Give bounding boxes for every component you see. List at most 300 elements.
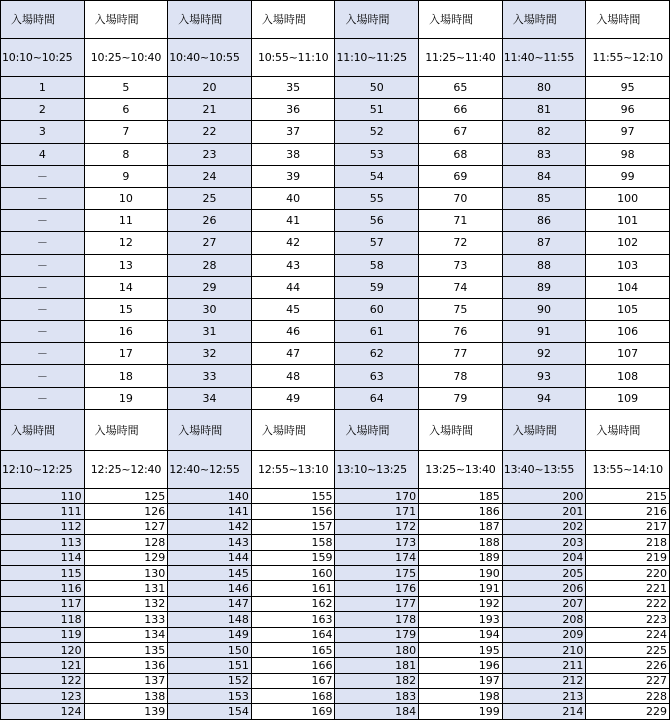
ticket-number-cell: 59 <box>335 276 419 298</box>
ticket-number-cell: 145 <box>168 565 252 580</box>
ticket-number-cell: 181 <box>335 658 419 673</box>
ticket-number-cell: 180 <box>335 642 419 657</box>
ticket-number-cell: 171 <box>335 504 419 519</box>
ticket-number-cell: 28 <box>168 254 252 276</box>
table-row <box>1 689 670 704</box>
time-slot-row <box>1 39 670 77</box>
ticket-number-cell: 87 <box>502 232 586 254</box>
ticket-number-cell: 147 <box>168 596 252 611</box>
time-slot-cell: 13:40~13:55 <box>502 451 586 489</box>
ticket-number-cell: 146 <box>168 581 252 596</box>
table-row <box>1 210 670 232</box>
ticket-number-cell: 128 <box>84 535 168 550</box>
ticket-number-cell: 71 <box>419 210 503 232</box>
ticket-number-cell: 76 <box>419 321 503 343</box>
time-slot-row <box>1 451 670 489</box>
ticket-number-cell: 116 <box>1 581 85 596</box>
entry-time-header: 入場時間 <box>502 1 586 39</box>
ticket-number-cell: 197 <box>419 673 503 688</box>
time-slot-cell: 12:10~12:25 <box>1 451 85 489</box>
time-slot-cell: 10:25~10:40 <box>84 39 168 77</box>
table-row <box>1 642 670 657</box>
entry-time-header: 入場時間 <box>168 410 252 451</box>
ticket-number-cell: 201 <box>502 504 586 519</box>
ticket-number-cell: 12 <box>84 232 168 254</box>
ticket-number-cell: 42 <box>251 232 335 254</box>
ticket-number-cell: 189 <box>419 550 503 565</box>
ticket-number-cell: 170 <box>335 489 419 504</box>
ticket-number-cell: 54 <box>335 165 419 187</box>
ticket-number-cell: 44 <box>251 276 335 298</box>
ticket-number-cell: 58 <box>335 254 419 276</box>
ticket-number-cell: 53 <box>335 143 419 165</box>
ticket-number-cell: 135 <box>84 642 168 657</box>
ticket-number-cell: 33 <box>168 365 252 387</box>
ticket-number-cell: 129 <box>84 550 168 565</box>
table-row <box>1 99 670 121</box>
ticket-number-cell: 210 <box>502 642 586 657</box>
ticket-number-cell: 215 <box>586 489 670 504</box>
entry-time-table-afternoon <box>0 409 670 720</box>
ticket-number-cell: 150 <box>168 642 252 657</box>
entry-time-header: 入場時間 <box>251 410 335 451</box>
ticket-number-cell: 114 <box>1 550 85 565</box>
ticket-number-cell: 100 <box>586 187 670 209</box>
table-row <box>1 550 670 565</box>
ticket-number-cell: 13 <box>84 254 168 276</box>
ticket-number-cell: 39 <box>251 165 335 187</box>
ticket-number-cell: 52 <box>335 121 419 143</box>
ticket-number-cell: 62 <box>335 343 419 365</box>
ticket-number-cell: 165 <box>251 642 335 657</box>
ticket-number-cell: 218 <box>586 535 670 550</box>
ticket-number-cell: 141 <box>168 504 252 519</box>
entry-time-header: 入場時間 <box>168 1 252 39</box>
ticket-number-cell: 105 <box>586 298 670 320</box>
ticket-number-cell: 23 <box>168 143 252 165</box>
ticket-number-cell: 202 <box>502 519 586 534</box>
ticket-number-cell: 73 <box>419 254 503 276</box>
ticket-number-cell: － <box>1 321 85 343</box>
ticket-number-cell: 139 <box>84 704 168 719</box>
ticket-number-cell: 83 <box>502 143 586 165</box>
ticket-number-cell: 149 <box>168 627 252 642</box>
ticket-number-cell: 8 <box>84 143 168 165</box>
ticket-number-cell: 112 <box>1 519 85 534</box>
table-row <box>1 321 670 343</box>
ticket-number-cell: 224 <box>586 627 670 642</box>
table-row <box>1 519 670 534</box>
ticket-number-cell: 196 <box>419 658 503 673</box>
ticket-number-cell: 48 <box>251 365 335 387</box>
entry-time-header: 入場時間 <box>586 1 670 39</box>
table-row <box>1 581 670 596</box>
ticket-number-cell: 18 <box>84 365 168 387</box>
ticket-number-cell: 205 <box>502 565 586 580</box>
ticket-number-cell: 14 <box>84 276 168 298</box>
ticket-number-cell: 67 <box>419 121 503 143</box>
ticket-number-cell: 118 <box>1 612 85 627</box>
ticket-number-cell: 119 <box>1 627 85 642</box>
ticket-number-cell: 194 <box>419 627 503 642</box>
ticket-number-cell: 222 <box>586 596 670 611</box>
table-row <box>1 365 670 387</box>
ticket-number-cell: 173 <box>335 535 419 550</box>
ticket-number-cell: 183 <box>335 689 419 704</box>
ticket-number-cell: 219 <box>586 550 670 565</box>
ticket-number-cell: 43 <box>251 254 335 276</box>
time-slot-cell: 11:10~11:25 <box>335 39 419 77</box>
ticket-number-cell: 127 <box>84 519 168 534</box>
ticket-number-cell: 140 <box>168 489 252 504</box>
ticket-number-cell: 24 <box>168 165 252 187</box>
ticket-number-cell: － <box>1 210 85 232</box>
ticket-number-cell: 75 <box>419 298 503 320</box>
table-row <box>1 673 670 688</box>
ticket-number-cell: 187 <box>419 519 503 534</box>
entry-time-header: 入場時間 <box>502 410 586 451</box>
ticket-number-cell: 168 <box>251 689 335 704</box>
ticket-number-cell: 102 <box>586 232 670 254</box>
ticket-number-cell: 38 <box>251 143 335 165</box>
table-row <box>1 565 670 580</box>
table-row <box>1 276 670 298</box>
ticket-number-cell: 81 <box>502 99 586 121</box>
ticket-number-cell: 29 <box>168 276 252 298</box>
ticket-number-cell: 68 <box>419 143 503 165</box>
ticket-number-cell: － <box>1 254 85 276</box>
ticket-number-cell: 130 <box>84 565 168 580</box>
time-slot-cell: 10:40~10:55 <box>168 39 252 77</box>
ticket-number-cell: 223 <box>586 612 670 627</box>
ticket-number-cell: 10 <box>84 187 168 209</box>
table-row <box>1 121 670 143</box>
ticket-number-cell: 142 <box>168 519 252 534</box>
table-row <box>1 489 670 504</box>
ticket-number-cell: 152 <box>168 673 252 688</box>
ticket-number-cell: 60 <box>335 298 419 320</box>
ticket-number-cell: 41 <box>251 210 335 232</box>
ticket-number-cell: 131 <box>84 581 168 596</box>
ticket-number-cell: 26 <box>168 210 252 232</box>
ticket-number-cell: 193 <box>419 612 503 627</box>
ticket-number-cell: 203 <box>502 535 586 550</box>
ticket-number-cell: 106 <box>586 321 670 343</box>
table-row <box>1 596 670 611</box>
ticket-number-cell: 98 <box>586 143 670 165</box>
ticket-number-cell: 99 <box>586 165 670 187</box>
ticket-number-cell: 134 <box>84 627 168 642</box>
ticket-number-cell: 229 <box>586 704 670 719</box>
time-slot-cell: 13:25~13:40 <box>419 451 503 489</box>
ticket-number-cell: 148 <box>168 612 252 627</box>
ticket-number-cell: 179 <box>335 627 419 642</box>
ticket-number-cell: 209 <box>502 627 586 642</box>
ticket-number-cell: 175 <box>335 565 419 580</box>
table-row <box>1 612 670 627</box>
ticket-number-cell: 50 <box>335 77 419 99</box>
ticket-number-cell: 143 <box>168 535 252 550</box>
ticket-number-cell: 107 <box>586 343 670 365</box>
ticket-number-cell: 34 <box>168 387 252 409</box>
ticket-number-cell: 9 <box>84 165 168 187</box>
ticket-number-cell: 174 <box>335 550 419 565</box>
ticket-number-cell: 195 <box>419 642 503 657</box>
ticket-number-cell: 162 <box>251 596 335 611</box>
ticket-number-cell: 204 <box>502 550 586 565</box>
ticket-number-cell: 30 <box>168 298 252 320</box>
ticket-number-cell: 226 <box>586 658 670 673</box>
ticket-number-cell: 159 <box>251 550 335 565</box>
ticket-number-cell: 132 <box>84 596 168 611</box>
ticket-number-cell: 94 <box>502 387 586 409</box>
ticket-number-cell: 153 <box>168 689 252 704</box>
ticket-number-cell: － <box>1 276 85 298</box>
ticket-number-cell: 64 <box>335 387 419 409</box>
ticket-number-cell: 117 <box>1 596 85 611</box>
table-row <box>1 504 670 519</box>
ticket-number-cell: 199 <box>419 704 503 719</box>
ticket-number-cell: 97 <box>586 121 670 143</box>
ticket-number-cell: 133 <box>84 612 168 627</box>
entry-time-header: 入場時間 <box>1 410 85 451</box>
time-slot-cell: 13:55~14:10 <box>586 451 670 489</box>
ticket-number-cell: 151 <box>168 658 252 673</box>
table-row <box>1 343 670 365</box>
ticket-number-cell: 123 <box>1 689 85 704</box>
ticket-number-cell: 154 <box>168 704 252 719</box>
ticket-number-cell: 125 <box>84 489 168 504</box>
ticket-number-cell: 228 <box>586 689 670 704</box>
ticket-number-cell: 5 <box>84 77 168 99</box>
ticket-number-cell: 103 <box>586 254 670 276</box>
ticket-number-cell: 115 <box>1 565 85 580</box>
ticket-number-cell: 227 <box>586 673 670 688</box>
ticket-number-cell: － <box>1 387 85 409</box>
ticket-number-cell: － <box>1 298 85 320</box>
ticket-number-cell: 225 <box>586 642 670 657</box>
time-slot-cell: 10:55~11:10 <box>251 39 335 77</box>
ticket-number-cell: 55 <box>335 187 419 209</box>
ticket-number-cell: 109 <box>586 387 670 409</box>
entry-time-header: 入場時間 <box>335 1 419 39</box>
ticket-number-cell: 95 <box>586 77 670 99</box>
ticket-number-cell: 93 <box>502 365 586 387</box>
ticket-number-cell: 86 <box>502 210 586 232</box>
ticket-number-cell: 72 <box>419 232 503 254</box>
ticket-number-cell: 212 <box>502 673 586 688</box>
ticket-number-cell: 37 <box>251 121 335 143</box>
entry-time-header: 入場時間 <box>419 1 503 39</box>
ticket-number-cell: 92 <box>502 343 586 365</box>
ticket-number-cell: 74 <box>419 276 503 298</box>
entry-time-header: 入場時間 <box>84 410 168 451</box>
ticket-number-cell: 220 <box>586 565 670 580</box>
ticket-number-cell: 82 <box>502 121 586 143</box>
table-row <box>1 704 670 719</box>
ticket-number-cell: 16 <box>84 321 168 343</box>
ticket-number-cell: 32 <box>168 343 252 365</box>
entry-time-header: 入場時間 <box>335 410 419 451</box>
table-row <box>1 627 670 642</box>
ticket-number-cell: 27 <box>168 232 252 254</box>
ticket-number-cell: 155 <box>251 489 335 504</box>
ticket-number-cell: 63 <box>335 365 419 387</box>
ticket-number-cell: 7 <box>84 121 168 143</box>
entry-time-header: 入場時間 <box>84 1 168 39</box>
table-row <box>1 77 670 99</box>
ticket-number-cell: 192 <box>419 596 503 611</box>
table-row <box>1 165 670 187</box>
ticket-number-cell: 178 <box>335 612 419 627</box>
ticket-number-cell: 108 <box>586 365 670 387</box>
ticket-number-cell: － <box>1 232 85 254</box>
ticket-number-cell: 164 <box>251 627 335 642</box>
table-row <box>1 232 670 254</box>
ticket-number-cell: 69 <box>419 165 503 187</box>
ticket-number-cell: 89 <box>502 276 586 298</box>
ticket-number-cell: 104 <box>586 276 670 298</box>
header-row <box>1 410 670 451</box>
ticket-number-cell: 163 <box>251 612 335 627</box>
ticket-number-cell: 40 <box>251 187 335 209</box>
ticket-number-cell: 1 <box>1 77 85 99</box>
ticket-number-cell: － <box>1 365 85 387</box>
table-row <box>1 143 670 165</box>
time-slot-cell: 12:55~13:10 <box>251 451 335 489</box>
ticket-number-cell: 110 <box>1 489 85 504</box>
table-row <box>1 254 670 276</box>
ticket-number-cell: 172 <box>335 519 419 534</box>
entry-time-header: 入場時間 <box>419 410 503 451</box>
time-slot-cell: 13:10~13:25 <box>335 451 419 489</box>
ticket-number-cell: 160 <box>251 565 335 580</box>
ticket-number-cell: 198 <box>419 689 503 704</box>
ticket-number-cell: 6 <box>84 99 168 121</box>
ticket-number-cell: 122 <box>1 673 85 688</box>
ticket-number-cell: 61 <box>335 321 419 343</box>
ticket-number-cell: 88 <box>502 254 586 276</box>
header-row <box>1 1 670 39</box>
ticket-number-cell: 137 <box>84 673 168 688</box>
ticket-number-cell: － <box>1 165 85 187</box>
ticket-number-cell: 22 <box>168 121 252 143</box>
ticket-number-cell: 4 <box>1 143 85 165</box>
ticket-number-cell: 138 <box>84 689 168 704</box>
ticket-number-cell: 188 <box>419 535 503 550</box>
ticket-number-cell: 31 <box>168 321 252 343</box>
ticket-number-cell: 77 <box>419 343 503 365</box>
entry-time-header: 入場時間 <box>586 410 670 451</box>
ticket-number-cell: 156 <box>251 504 335 519</box>
ticket-number-cell: 211 <box>502 658 586 673</box>
ticket-number-cell: 49 <box>251 387 335 409</box>
ticket-number-cell: 144 <box>168 550 252 565</box>
ticket-number-cell: 84 <box>502 165 586 187</box>
ticket-number-cell: － <box>1 187 85 209</box>
ticket-number-cell: 120 <box>1 642 85 657</box>
ticket-number-cell: 21 <box>168 99 252 121</box>
ticket-number-cell: 190 <box>419 565 503 580</box>
ticket-number-cell: 186 <box>419 504 503 519</box>
ticket-number-cell: 216 <box>586 504 670 519</box>
ticket-number-cell: 15 <box>84 298 168 320</box>
ticket-number-cell: 51 <box>335 99 419 121</box>
time-slot-cell: 11:40~11:55 <box>502 39 586 77</box>
ticket-number-cell: 166 <box>251 658 335 673</box>
ticket-number-cell: 182 <box>335 673 419 688</box>
ticket-number-cell: 200 <box>502 489 586 504</box>
time-slot-cell: 12:40~12:55 <box>168 451 252 489</box>
ticket-number-cell: 17 <box>84 343 168 365</box>
ticket-number-cell: 208 <box>502 612 586 627</box>
ticket-number-cell: 78 <box>419 365 503 387</box>
table-row <box>1 658 670 673</box>
ticket-number-cell: 207 <box>502 596 586 611</box>
ticket-number-cell: 158 <box>251 535 335 550</box>
table-row <box>1 298 670 320</box>
ticket-number-cell: 169 <box>251 704 335 719</box>
ticket-number-cell: 121 <box>1 658 85 673</box>
time-slot-cell: 11:55~12:10 <box>586 39 670 77</box>
ticket-number-cell: 161 <box>251 581 335 596</box>
ticket-number-cell: 217 <box>586 519 670 534</box>
ticket-number-cell: 65 <box>419 77 503 99</box>
ticket-number-cell: 113 <box>1 535 85 550</box>
table-row <box>1 187 670 209</box>
ticket-number-cell: 157 <box>251 519 335 534</box>
ticket-number-cell: 36 <box>251 99 335 121</box>
ticket-number-cell: 56 <box>335 210 419 232</box>
table-row <box>1 387 670 409</box>
ticket-number-cell: 25 <box>168 187 252 209</box>
ticket-number-cell: 85 <box>502 187 586 209</box>
ticket-number-cell: 11 <box>84 210 168 232</box>
ticket-number-cell: 214 <box>502 704 586 719</box>
ticket-number-cell: 101 <box>586 210 670 232</box>
time-slot-cell: 12:25~12:40 <box>84 451 168 489</box>
ticket-number-cell: 91 <box>502 321 586 343</box>
ticket-number-cell: 45 <box>251 298 335 320</box>
ticket-number-cell: 70 <box>419 187 503 209</box>
entry-time-header: 入場時間 <box>251 1 335 39</box>
ticket-number-cell: 124 <box>1 704 85 719</box>
ticket-number-cell: 57 <box>335 232 419 254</box>
ticket-number-cell: 2 <box>1 99 85 121</box>
entry-time-header: 入場時間 <box>1 1 85 39</box>
time-slot-cell: 10:10~10:25 <box>1 39 85 77</box>
ticket-number-cell: 176 <box>335 581 419 596</box>
ticket-number-cell: 184 <box>335 704 419 719</box>
ticket-number-cell: 79 <box>419 387 503 409</box>
ticket-number-cell: 177 <box>335 596 419 611</box>
ticket-number-cell: 3 <box>1 121 85 143</box>
ticket-number-cell: 46 <box>251 321 335 343</box>
table-row <box>1 535 670 550</box>
ticket-number-cell: 213 <box>502 689 586 704</box>
ticket-number-cell: 136 <box>84 658 168 673</box>
ticket-number-cell: 90 <box>502 298 586 320</box>
ticket-number-cell: 47 <box>251 343 335 365</box>
time-slot-cell: 11:25~11:40 <box>419 39 503 77</box>
ticket-number-cell: 35 <box>251 77 335 99</box>
ticket-number-cell: 221 <box>586 581 670 596</box>
ticket-number-cell: 191 <box>419 581 503 596</box>
ticket-number-cell: 185 <box>419 489 503 504</box>
ticket-number-cell: 206 <box>502 581 586 596</box>
ticket-number-cell: 126 <box>84 504 168 519</box>
ticket-number-cell: 111 <box>1 504 85 519</box>
